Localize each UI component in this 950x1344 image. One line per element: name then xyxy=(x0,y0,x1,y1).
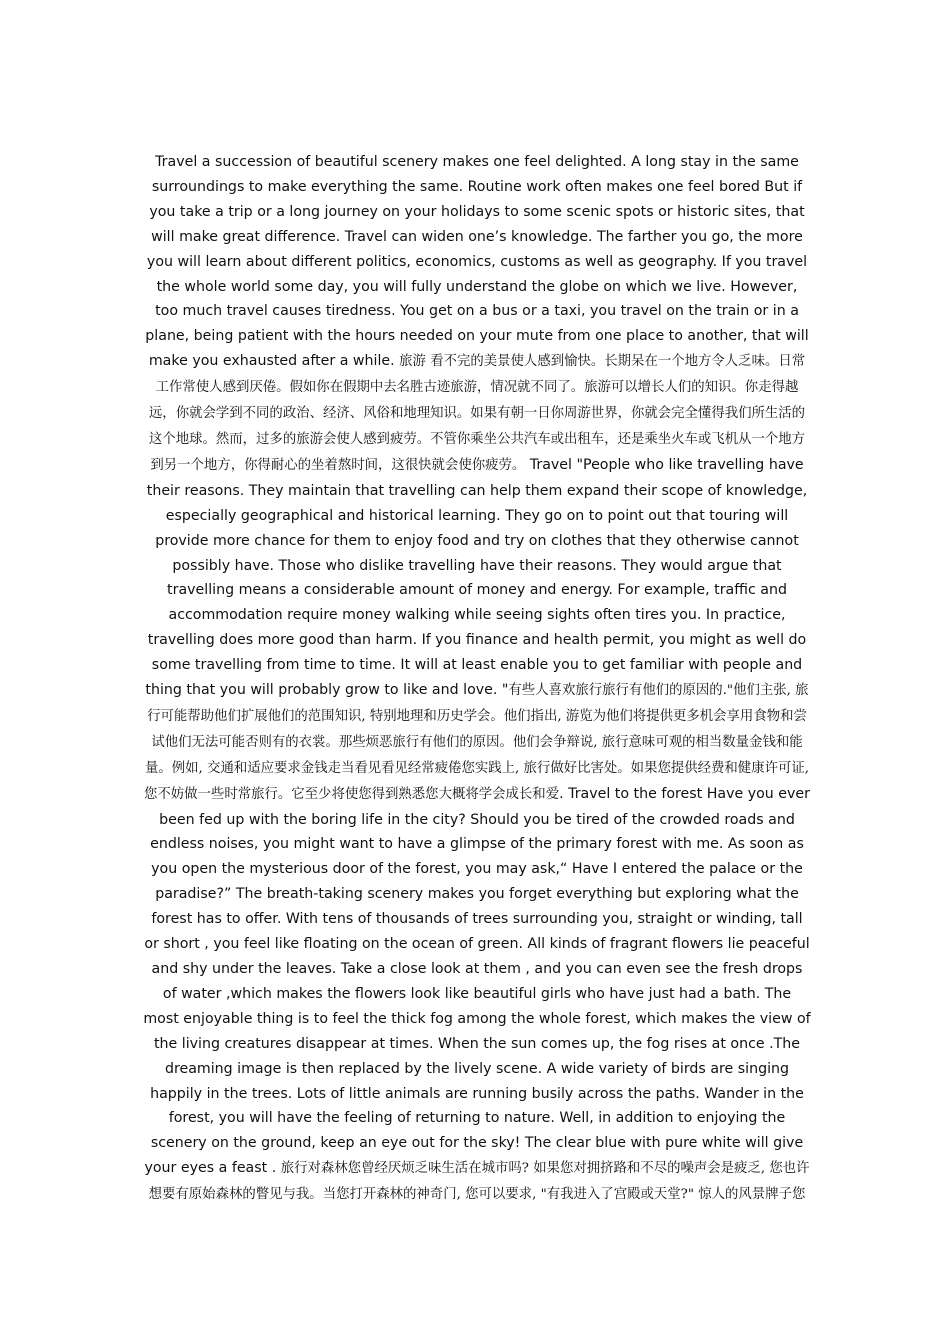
text-segment-4: 有些人喜欢旅行旅行有他们的原因的."他们主张, 旅行可能帮助他们扩展他们的范围知识, 特别地理和历史学会。他们指出, 游览为他们将提供更多机会享用食物和尝试他们无法可能否则有的衣裳。那些烦恶旅行有他们的原因。他们会争辩说, 旅行意味可观的相当数量金钱和能量。例如, 交通和适应要求金钱走当看见看见经常疲倦您实践上, 旅行做好比害处。如果您提供经费和健康许可证, 您不妨做一些时常旅行。它至少将使您得到熟悉您大概将学会成长和爱 xyxy=(143,683,810,802)
text-segment-1: Travel a succession of beautiful scenery makes one feel delighted. A long stay in the same surroundings to make everything the same. Routine work often makes one feel bored But if you take a trip or a long journey on your holidays to some scenic spots or historic sites, that will make great difference. Travel can widen one’s knowledge. The farther you go, the more you will learn about different politics, economics, customs as well as geography. If you travel the whole world some day, you will fully understand the globe on which we live. However, too much travel causes tiredness. You get on a bus or a taxi, you travel on the train or in a plane, being patient with the hours needed on your mute from one place to another, that will make you exhausted after a while. xyxy=(145,154,809,370)
text-segment-5: . Travel to the forest Have you ever been fed up with the boring life in the city? Should you be tired of the crowded roads and endless noises, you might want to have a glimpse of the primary forest with me. As soon as you open the mysterious door of the forest, you may ask,“ Have I entered the palace or the paradise?” The breath-taking scenery makes you forget everything but exploring what the forest has to offer. With tens of thousands of trees surrounding you, straight or winding, tall or short , you feel like floating on the ocean of green. All kinds of fragrant flowers lie peaceful and shy under the leaves. Take a close look at them , and you can even see the fresh drops of water ,which makes the flowers look like beautiful girls who have just had a bath. The most enjoyable thing is to feel the thick fog among the whole forest, which makes the view of the living creatures disappear at times. When the sun comes up, the fog rises at once .The dreaming image is then replaced by the lively scene. A wide variety of birds are singing happily in the trees. Lots of little animals are running busily across the paths. Wander in the forest, you will have the feeling of returning to nature. Well, in addition to enjoying the scenery on the ground, keep an eye out for the sky! The clear blue with pure white will give your eyes a feast . xyxy=(143,785,811,1177)
text-segment-3: Travel "People who like travelling have their reasons. They maintain that travelling can help them expand their scope of knowledge, especially geographical and historical learning. They go on to point out that touring will provide more chance for them to enjoy food and try on clothes that they otherwise cannot possibly have. Those who dislike travelling have their reasons. They would argue that travelling means a considerable amount of money and energy. For example, traffic and accommodation require money walking while seeing sights often tires you. In practice, travelling does more good than harm. If you finance and health permit, you might as well do some travelling from time to time. It will at least enable you to get familiar with people and thing that you will probably grow to like and love. " xyxy=(145,456,808,699)
text-segment-6: 旅行对森林您曾经厌烦乏味生活在城市吗? 如果您对拥挤路和不尽的噪声会是疲乏, 您也许想要有原始森林的瞥见与我。当您打开森林的神奇门, 您可以要求, "有我进入了宫殿或天堂?" 惊人的风景牌子您 xyxy=(148,1161,810,1203)
body-text xyxy=(143,150,811,1208)
text-segment-2: 旅游 看不完的美景使人感到愉快。长期呆在一个地方令人乏味。日常工作常使人感到厌倦。假如你在假期中去名胜古迹旅游，情况就不同了。旅游可以增长人们的知识。你走得越远，你就会学到不同的政治、经济、风俗和地理知识。如果有朝一日你周游世界，你就会完全懂得我们所生活的这个地球。然而，过多的旅游会使人感到疲劳。不管你乘坐公共汽车或出租车，还是乘坐火车或飞机从一个地方到另一个地方，你得耐心的坐着熬时间，这很快就会使你疲劳。 xyxy=(148,354,806,473)
